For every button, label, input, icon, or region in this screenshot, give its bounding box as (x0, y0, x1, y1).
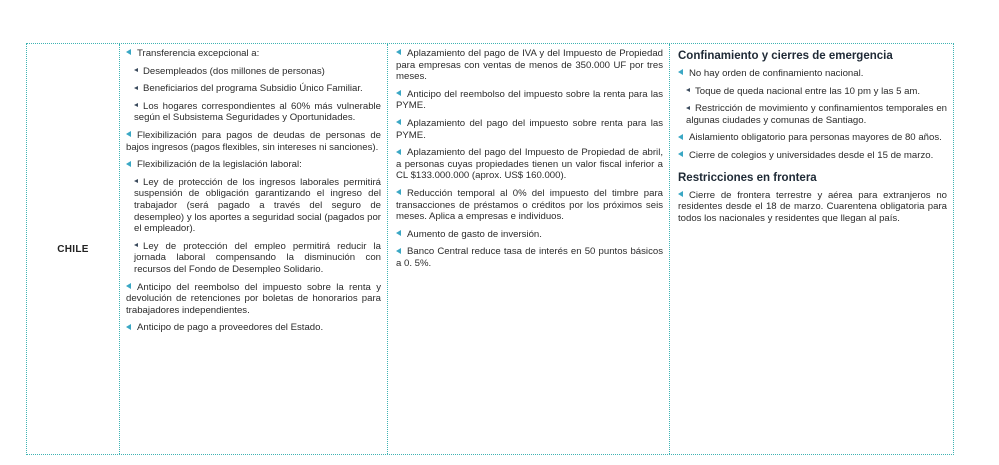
list-item: Toque de queda nacional entre las 10 pm y las 5 am. (678, 86, 947, 98)
section-heading-border: Restricciones en frontera (678, 171, 817, 184)
list-item: Aplazamiento del pago del impuesto sobre renta para las PYME. (396, 117, 663, 141)
list-item: Desempleados (dos millones de personas) (126, 66, 381, 78)
list-item: Cierre de frontera terrestre y aérea para extranjeros no residentes desde el 18 de marzo. Cuarentena obligatoria para todos los nacionales y residentes que llegan al país. (678, 189, 947, 224)
list-item: Banco Central reduce tasa de interés en 50 puntos básicos a 0. 5%. (396, 246, 663, 269)
country-label: CHILE (57, 243, 89, 255)
list-item: Anticipo del reembolso del impuesto sobre la renta y devolución de retenciones por boletas de honorarios para trabajadores independientes. (126, 281, 381, 316)
list-item: Los hogares correspondientes al 60% más vulnerable según el Subsistema Seguridades y Oportunidades. (134, 100, 381, 124)
list-item: Reducción temporal al 0% del impuesto del timbre para transacciones de préstamos o créditos por los próximos seis meses. Aplica a empresas e individuos. (396, 187, 663, 223)
list-item: Ley de protección del empleo permitirá reducir la jornada laboral compensando la disminución con recursos del Fondo de Desempleo Solidario. (134, 240, 381, 275)
triangle-bullet-icon (678, 134, 683, 140)
triangle-bullet-icon (126, 49, 131, 55)
list-item: Beneficiarios del programa Subsidio Único Familiar. (126, 83, 381, 95)
list-item: Ley de protección de los ingresos laborales permitirá suspensión de obligación garantizando el ingreso del trabajador (será pagado a través del seguro de desempleo) y los aportes a seguridad social (pagados por el empleador). (134, 176, 381, 235)
list-item: Aplazamiento del pago de IVA y del Impuesto de Propiedad para empresas con ventas de menos de 350.000 UF por tres meses. (396, 48, 663, 83)
triangle-bullet-icon (126, 283, 131, 289)
measures-table (26, 43, 954, 455)
restrictions-column (670, 44, 953, 454)
triangle-bullet-icon (396, 230, 401, 236)
list-item: Flexibilización para pagos de deudas de personas de bajos ingresos (pagos flexibles, sin intereses ni sanciones). (126, 129, 381, 153)
economic-measures-column (388, 44, 670, 454)
section-heading-confinement: Confinamiento y cierres de emergencia (678, 50, 893, 62)
triangle-bullet-icon (678, 191, 683, 197)
country-cell (27, 44, 120, 454)
list-item: Anticipo del reembolso del impuesto sobre la renta para las PYME. (396, 88, 663, 112)
list-item: Restricción de movimiento y confinamientos temporales en algunas ciudades y comunas de Santiago. (686, 103, 947, 126)
triangle-bullet-icon (126, 131, 131, 137)
list-item: Aplazamiento del pago del Impuesto de Propiedad de abril, a personas cuyas propiedades tienen un valor fiscal inferior a CL $133.000.000 (aprox. US$ 160.000). (396, 147, 663, 182)
triangle-bullet-icon (134, 179, 138, 183)
triangle-bullet-icon (678, 151, 683, 157)
triangle-bullet-icon (134, 86, 138, 90)
list-item: Cierre de colegios y universidades desde el 15 de marzo. (678, 150, 947, 162)
triangle-bullet-icon (134, 68, 138, 72)
triangle-bullet-icon (686, 88, 690, 92)
triangle-bullet-icon (686, 106, 690, 110)
triangle-bullet-icon (126, 161, 131, 167)
triangle-bullet-icon (396, 90, 401, 96)
triangle-bullet-icon (396, 119, 401, 125)
triangle-bullet-icon (396, 149, 401, 155)
list-item: Flexibilización de la legislación laboral: (126, 159, 381, 171)
triangle-bullet-icon (126, 324, 131, 330)
triangle-bullet-icon (134, 243, 138, 247)
triangle-bullet-icon (396, 49, 401, 55)
social-measures-column (120, 44, 388, 454)
list-item: Aislamiento obligatorio para personas mayores de 80 años. (678, 132, 947, 144)
triangle-bullet-icon (396, 248, 401, 254)
list-item: No hay orden de confinamiento nacional. (678, 68, 947, 80)
triangle-bullet-icon (396, 189, 401, 195)
list-item: Transferencia excepcional a: (126, 48, 381, 60)
triangle-bullet-icon (678, 69, 683, 75)
triangle-bullet-icon (134, 103, 138, 107)
list-item: Anticipo de pago a proveedores del Estado. (126, 322, 381, 334)
list-item: Aumento de gasto de inversión. (396, 229, 663, 241)
